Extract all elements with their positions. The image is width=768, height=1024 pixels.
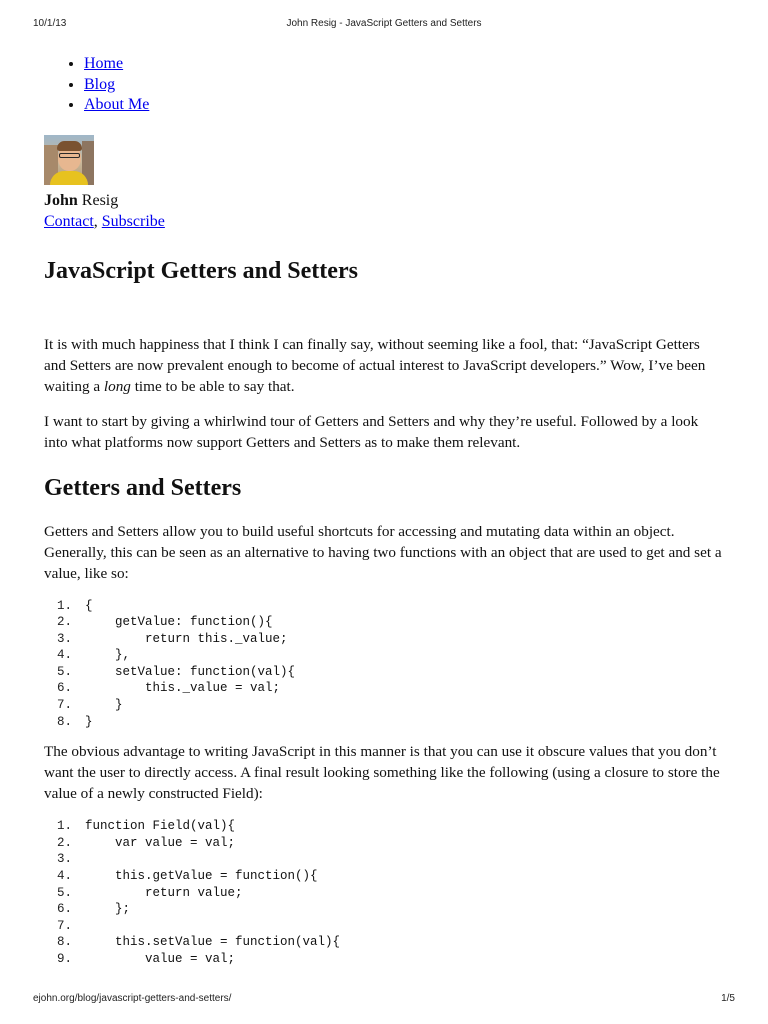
author-name xyxy=(44,191,724,211)
code-line xyxy=(44,631,724,648)
code-line-number: 7. xyxy=(56,698,72,713)
code-line-text: return this._value; xyxy=(85,631,288,646)
code-line-number: 6. xyxy=(56,681,72,696)
code-line-number: 1. xyxy=(56,598,72,613)
print-url: ejohn.org/blog/javascript-getters-and-setters/ xyxy=(33,993,232,1004)
code-line-text: this.getValue = function(){ xyxy=(85,869,318,884)
code-line xyxy=(44,714,724,731)
code-line-text: value = val; xyxy=(85,952,236,966)
author-links xyxy=(44,211,724,232)
print-footer xyxy=(0,993,768,1007)
section-heading: Getters and Setters xyxy=(44,474,242,501)
code-line-number: 4. xyxy=(56,648,72,663)
code-line-number: 4. xyxy=(56,869,72,884)
code-line-text: } xyxy=(85,714,93,729)
code-line-text: function Field(val){ xyxy=(85,819,236,834)
code-line-text: { xyxy=(85,598,93,613)
code-line xyxy=(44,647,724,664)
code-line xyxy=(44,697,724,714)
code-line-number: 8. xyxy=(56,714,72,729)
nav-item-about xyxy=(84,95,724,116)
code-line xyxy=(44,901,724,918)
code-line-text: getValue: function(){ xyxy=(85,615,273,630)
print-page-number: 1/5 xyxy=(721,993,735,1004)
code-line-number: 5. xyxy=(56,664,72,679)
section-paragraph-1: Getters and Setters allow you to build useful shortcuts for accessing and mutating data within an object. Generally, this can be seen as an alternative to having two functions with an object that are used to get and set a value, like so: xyxy=(44,522,722,582)
intro-paragraph-2: I want to start by giving a whirlwind tour of Getters and Setters and why they’re useful. Followed by a look into what platforms now support Getters and Setters as to make them relevant. xyxy=(44,412,699,451)
code-line-number: 7. xyxy=(56,918,72,933)
section-paragraph-2: The obvious advantage to writing JavaScript in this manner is that you can use it obscure values that you don’t want the user to directly access. A final result looking something like the following (using a closure to store the value of a newly constructed Field): xyxy=(44,743,720,803)
page-content xyxy=(44,54,724,968)
avatar-glasses xyxy=(59,153,80,158)
author-last-name: Resig xyxy=(77,191,119,209)
code-line-number: 1. xyxy=(56,819,72,834)
code-line-text: } xyxy=(85,698,123,713)
code-line-text: }; xyxy=(85,902,131,917)
code-line xyxy=(44,951,724,968)
code-line xyxy=(44,664,724,681)
code-line xyxy=(44,868,724,885)
nav-item-blog xyxy=(84,75,724,96)
code-line xyxy=(44,614,724,631)
code-line-number: 5. xyxy=(56,885,72,900)
avatar-hair xyxy=(57,141,82,151)
code-line-number: 2. xyxy=(56,615,72,630)
code-line xyxy=(44,851,724,868)
code-line-number: 9. xyxy=(56,952,72,966)
nav-link-about-me[interactable]: About Me xyxy=(84,96,150,113)
code-line xyxy=(44,934,724,951)
author-block xyxy=(44,135,724,232)
site-nav xyxy=(44,54,724,116)
code-block-2 xyxy=(44,818,724,967)
code-line xyxy=(44,835,724,852)
code-line-text: var value = val; xyxy=(85,835,236,850)
print-date: 10/1/13 xyxy=(33,18,67,29)
code-line-text xyxy=(72,918,85,935)
nav-item-home xyxy=(84,54,724,75)
contact-link[interactable]: Contact xyxy=(44,212,94,230)
subscribe-link[interactable]: Subscribe xyxy=(101,212,165,230)
code-line-text xyxy=(72,851,85,868)
intro-paragraph-1-emphasis: long xyxy=(103,377,131,395)
code-line-number: 2. xyxy=(56,835,72,850)
print-page-title: John Resig - JavaScript Getters and Setters xyxy=(286,18,482,29)
author-avatar xyxy=(44,135,94,185)
intro-paragraph-1-start: It is with much happiness that I think I can finally say, without seeming like a fool, that: “JavaScript Getters and Setters are now prevalent enough to become of actual interest to JavaScript developers.” Wow, I’ve been waiting a xyxy=(44,335,706,395)
code-line-text: this.setValue = function(val){ xyxy=(85,935,341,950)
code-line-number: 6. xyxy=(56,902,72,917)
author-links-separator: , xyxy=(93,212,102,230)
code-line xyxy=(44,885,724,902)
code-line-text: return value; xyxy=(85,885,243,900)
post-title: JavaScript Getters and Setters xyxy=(44,257,358,284)
code-line xyxy=(44,598,724,615)
code-line-number: 8. xyxy=(56,935,72,950)
code-line-number: 3. xyxy=(56,631,72,646)
print-header xyxy=(0,18,768,32)
intro-paragraph-1 xyxy=(44,334,724,397)
code-line xyxy=(44,818,724,835)
code-line-text: setValue: function(val){ xyxy=(85,664,296,679)
code-line-text: this._value = val; xyxy=(85,681,281,696)
intro-paragraph-1-end: time to be able to say that. xyxy=(130,377,295,395)
code-line xyxy=(44,918,724,935)
code-block-1 xyxy=(44,598,724,731)
nav-link-blog[interactable]: Blog xyxy=(84,75,116,93)
nav-link-home[interactable]: Home xyxy=(84,55,124,72)
code-line-text: }, xyxy=(85,648,131,663)
code-line-number: 3. xyxy=(56,852,72,867)
code-line xyxy=(44,680,724,697)
author-first-name: John xyxy=(44,191,78,209)
